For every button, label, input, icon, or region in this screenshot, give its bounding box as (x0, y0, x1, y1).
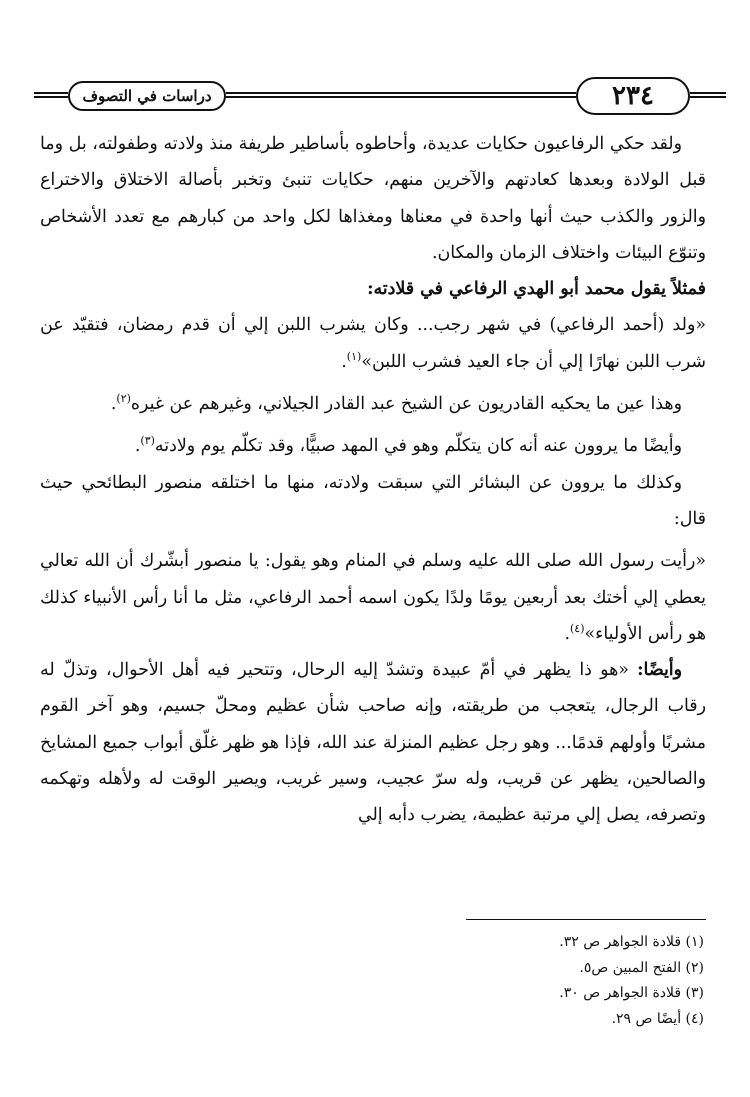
paragraph-3-quote (40, 307, 706, 380)
footnote-ref-2: (٢) (116, 392, 131, 406)
footnote-4: (٤) أيضًا ص ٢٩. (611, 1010, 704, 1027)
quote-1-text: «ولد (أحمد الرفاعي) في شهر رجب... وكان يشرب اللبن إلي أن قدم رمضان، فتقيّد عن شرب اللبن نهارًا إلي أن جاء العيد فشرب اللبن» (40, 315, 706, 372)
paragraph-1 (40, 126, 706, 271)
paragraph-8-lead: وأيضًا: (637, 660, 683, 681)
book-title: دراسات في التصوف (68, 81, 226, 111)
footnote-ref-4: (٤) (570, 622, 585, 636)
page-number: ٢٣٤ (576, 77, 690, 115)
paragraph-5-text: وأيضًا ما يروون عنه أنه كان يتكلّم وهو في المهد صبيًّا، وقد تكلّم يوم ولادته (154, 436, 682, 457)
footnote-ref-3: (٣) (140, 434, 155, 448)
paragraph-5-end: . (134, 436, 141, 457)
paragraph-1-text: ولقد حكي الرفاعيون حكايات عديدة، وأحاطوه بأساطير طريفة منذ ولادته وطفولته، بل وما قبل الولادة وبعدها كعادتهم والآخرين منهم، حكايات تنبئ وتخبر بأصالة الاختلاق والاختراع والزور والكذب حيث أنها واحدة في معناها ومغذاها لكل واحد من كبارهم مع تعدد الأشخاص وتنوّع البيئات واختلاف الزمان والمكان. (40, 134, 706, 263)
header-rule-left (34, 92, 68, 100)
paragraph-6-text: وكذلك ما يروون عن البشائر التي سبقت ولادته، منها ما اختلقه منصور البطائحي حيث قال: (40, 472, 706, 529)
header-rule-middle (226, 92, 576, 100)
footnote-ref-1: (١) (346, 349, 362, 363)
paragraph-8 (40, 652, 706, 833)
footnote-separator (466, 919, 706, 920)
quote-1-end: . (341, 351, 347, 372)
footnote-3: (٣) قلادة الجواهر ص ٣٠. (559, 985, 704, 1001)
paragraph-4 (40, 386, 706, 422)
paragraph-6 (40, 465, 706, 538)
quote-2-end: . (564, 623, 570, 644)
paragraph-4-text: وهذا عين ما يحكيه القادريون عن الشيخ عبد القادر الجيلاني، وغيرهم عن غيره (130, 394, 682, 415)
footnotes (304, 930, 704, 1032)
page-body (40, 126, 706, 834)
footnote-2: (٢) الفتح المبين ص٥. (579, 959, 704, 976)
page-header (34, 73, 726, 121)
header-rule-right (690, 92, 726, 100)
quote-2-text: «رأيت رسول الله صلى الله عليه وسلم في المنام وهو يقول: يا منصور أبشّرك أن الله تعالي يعطي إلي أختك بعد أربعين يومًا ولدًا يكون اسمه أحمد الرفاعي، مثل ما أنا رأس الأنبياء كذلك هو رأس الأولياء» (40, 551, 706, 644)
paragraph-5 (40, 428, 706, 464)
paragraph-4-end: . (110, 394, 117, 415)
paragraph-7-quote (40, 543, 706, 652)
quote-3-text: «هو ذا يظهر في أمّ عبيدة وتشدّ إليه الرحال، وتتحير فيه أهل الأحوال، وتذلّ له رقاب الرجال، يتعجب من طريقته، وإنه صاحب شأن عظيم ومحلّ جسيم، وهو آخر القوم مشربًا وأولهم قدمًا... وهو رجل عظيم المنزلة عند الله، فإذا هو ظهر غلّق أبواب جميع المشايخ والصالحين، يظهر عن قريب، وله سرّ عجيب، وسير غريب، ويصير الوقت له ولأهله وتهكمه وتصرفه، يصل إلي مرتبة عظيمة، يضرب دأبه إلي (40, 660, 706, 826)
paragraph-2-text: فمثلاً يقول محمد أبو الهدي الرفاعي في قلادته: (367, 279, 706, 300)
footnote-1: (١) قلادة الجواهر ص ٣٢. (559, 934, 704, 950)
paragraph-2 (40, 271, 706, 307)
